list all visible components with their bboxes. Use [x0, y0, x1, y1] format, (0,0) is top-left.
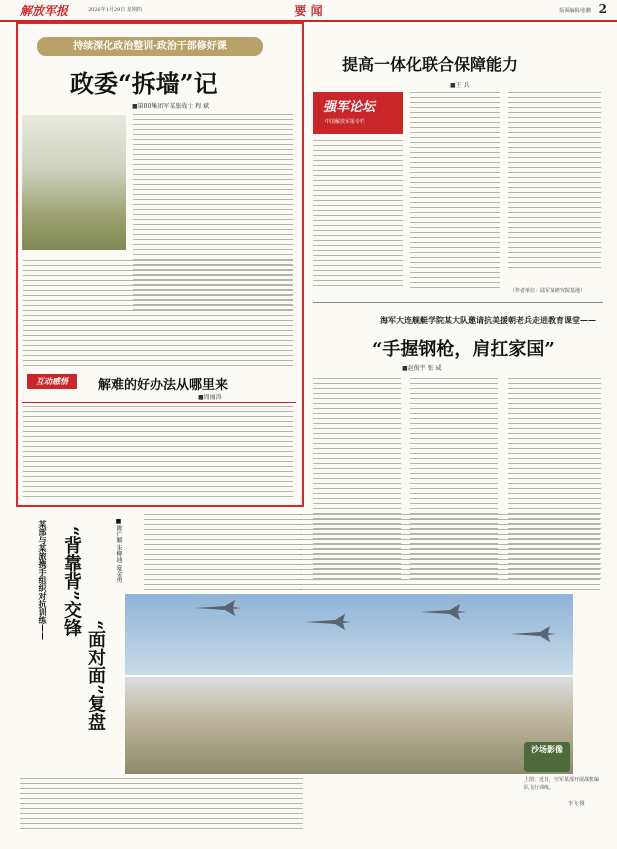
article3-kicker: 海军大连舰艇学院某大队邀请抗美援朝老兵走进教育课堂—— — [380, 315, 596, 325]
section-title: 要 闻 — [294, 4, 323, 18]
article4-side-note: 某部与某旅携手组织对抗训练—— — [38, 520, 48, 640]
article-body-bottom — [23, 260, 293, 366]
article4-body-top — [144, 514, 302, 592]
series-banner: 持续深化政治整训·政治干部修好课 — [37, 37, 263, 56]
article3-title[interactable]: “手握钢枪，肩扛家国” — [372, 339, 555, 360]
sub-article-title[interactable]: 解难的好办法从哪里来 — [98, 378, 229, 393]
jet-icon — [510, 626, 556, 642]
article4-body-bottom — [20, 778, 303, 833]
editor-info: 版面编辑/张鹏 — [559, 8, 591, 14]
article2-byline: ■王 兵 — [450, 82, 470, 89]
article2-author-note: （作者单位：陆军某研究院基地） — [510, 288, 586, 294]
article4-byline: ■陈广顺 朱柳迪 夏金勇 — [115, 518, 122, 583]
jet-icon — [420, 604, 466, 620]
article3-continued — [300, 514, 600, 590]
forum-logo-text: 强军论坛 — [323, 100, 376, 115]
divider — [313, 302, 603, 303]
forum-logo-sub: 中国解放军报专栏 — [325, 119, 366, 125]
jet-icon — [195, 600, 241, 616]
sub-article-byline: ■周丽涛 — [198, 394, 222, 401]
issue-date: 2026年1月29日 星期四 — [88, 7, 142, 13]
photo-credit: 李飞 摄 — [568, 801, 585, 807]
jet-icon — [305, 614, 351, 630]
sub-heading-tag: 互动感悟 — [27, 374, 77, 389]
sub-article-body — [23, 406, 293, 501]
photo-caption: 上图：近日，空军某部开展战机编队飞行训练。 — [524, 777, 600, 791]
forum-logo — [313, 92, 403, 134]
soldier-photo — [22, 115, 126, 250]
article2-col2 — [410, 92, 500, 288]
article-title[interactable]: 政委“拆墙”记 — [70, 69, 218, 98]
article2-col1 — [313, 140, 403, 288]
sky-photo — [125, 594, 573, 675]
page-number: 2 — [598, 2, 607, 16]
article4-title-a[interactable]: “背靠背”交锋 — [61, 526, 82, 637]
article2-title[interactable]: 提高一体化联合保障能力 — [342, 55, 519, 74]
article2-col3 — [508, 92, 601, 272]
article3-byline: ■赵俊宇 张 威 — [402, 365, 442, 372]
photo-tag: 沙场影像 — [524, 742, 570, 772]
masthead: 解放军报 — [20, 4, 69, 18]
article4-title-b[interactable]: “面对面”复盘 — [85, 620, 106, 731]
article-byline: ■第80集团军某旅战士 程 斌 — [132, 103, 210, 110]
vehicle-convoy-photo — [125, 677, 573, 774]
divider — [22, 402, 296, 403]
